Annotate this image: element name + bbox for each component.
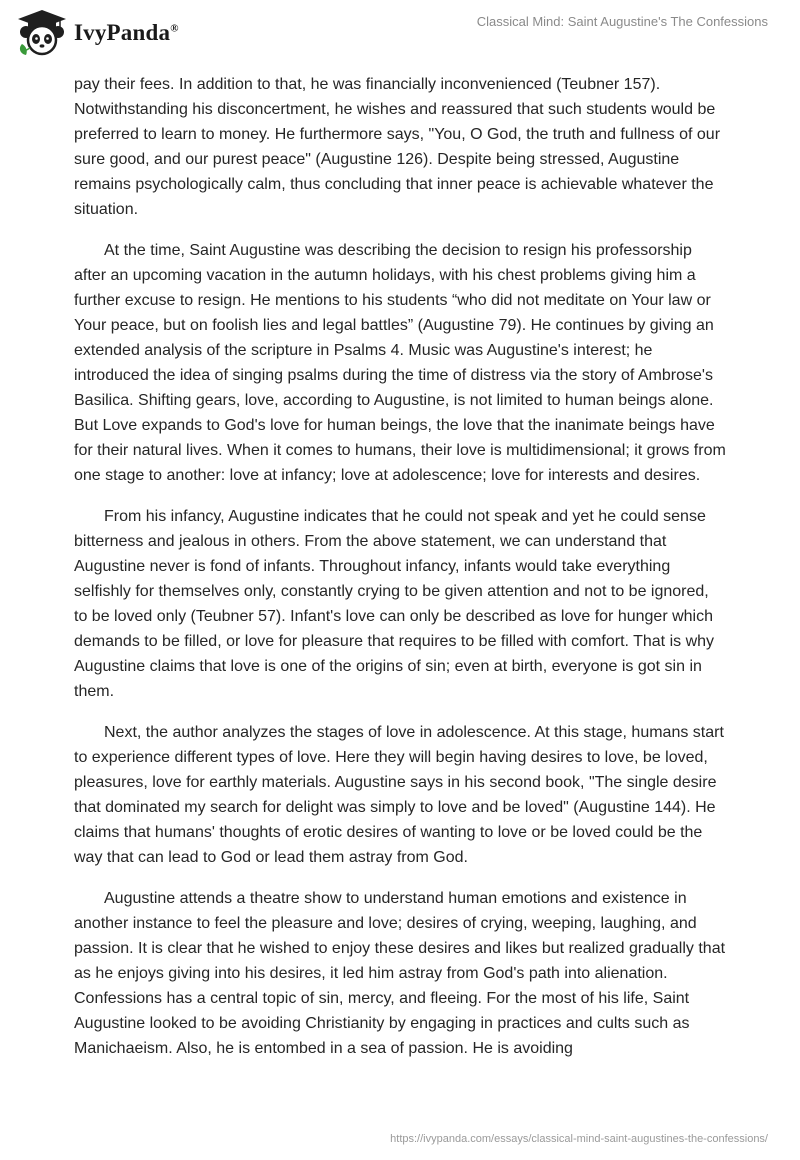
page-header — [0, 0, 800, 66]
paragraph: From his infancy, Augustine indicates that he could not speak and yet he could sense bitterness and jealous in others. From the above statement, we can understand that Augustine never is fond of infants. Throughout infancy, infants would take everything selfishly for themselves only, constantly crying to be given attention and not to be ignored, to be loved only (Teubner 57). Infant's love can only be described as love for hunger which demands to be filled, or love for pleasure that requires to be filled with comfort. That is why Augustine claims that love is one of the origins of sin; even at birth, everyone is got sin in them. — [74, 508, 715, 700]
source-url-link[interactable]: https://ivypanda.com/essays/classical-mind-saint-augustines-the-confessions/ — [390, 1133, 768, 1145]
brand-name: IvyPanda® — [74, 20, 179, 45]
ivypanda-logo[interactable] — [14, 8, 179, 58]
document-title: Classical Mind: Saint Augustine's The Confessions — [476, 14, 768, 29]
panda-graduate-icon — [14, 8, 70, 58]
essay-body — [74, 72, 726, 1077]
paragraph: Augustine attends a theatre show to understand human emotions and existence in another instance to feel the pleasure and love; desires of crying, weeping, laughing, and passion. It is clear that he wished to enjoy these desires and likes but realized gradually that as he enjoys giving into his desires, it led him astray from God's path into alienation. Confessions has a central topic of sin, mercy, and fleeing. For the most of his life, Saint Augustine looked to be avoiding Christianity by engaging in practices and cults such as Manichaeism. Also, he is entombed in a sea of passion. He is avoiding — [74, 890, 726, 1057]
paragraph: pay their fees. In addition to that, he was financially inconvenienced (Teubner 157). Notwithstanding his disconcertment, he wishes and reassured that such students would be preferred to learn to money. He furthermore says, "You, O God, the truth and fullness of our sure good, and our purest peace" (Augustine 126). Despite being stressed, Augustine remains psychologically calm, thus concluding that inner peace is achievable whatever the situation. — [74, 76, 721, 218]
paragraph: At the time, Saint Augustine was describing the decision to resign his professorship after an upcoming vacation in the autumn holidays, with his chest problems giving him a further excuse to resign. He mentions to his students “who did not meditate on Your law or Your peace, but on foolish lies and legal battles” (Augustine 79). He continues by giving an extended analysis of the scripture in Psalms 4. Music was Augustine's interest; he introduced the idea of singing psalms during the time of distress via the story of Ambrose's Basilica. Shifting gears, love, according to Augustine, is not limited to human beings alone. But Love expands to God's love for human beings, the love that the inanimate beings have for their natural lives. When it comes to humans, their love is multidimensional; it grows from one stage to another: love at infancy; love at adolescence; love for interests and desires. — [74, 242, 726, 484]
paragraph: Next, the author analyzes the stages of love in adolescence. At this stage, humans start to experience different types of love. Here they will begin having desires to love, be loved, pleasures, love for earthly materials. Augustine says in his second book, "The single desire that dominated my search for delight was simply to love and be loved" (Augustine 144). He claims that humans' thoughts of erotic desires of wanting to love or be loved could be the way that can lead to God or lead them astray from God. — [74, 724, 724, 866]
